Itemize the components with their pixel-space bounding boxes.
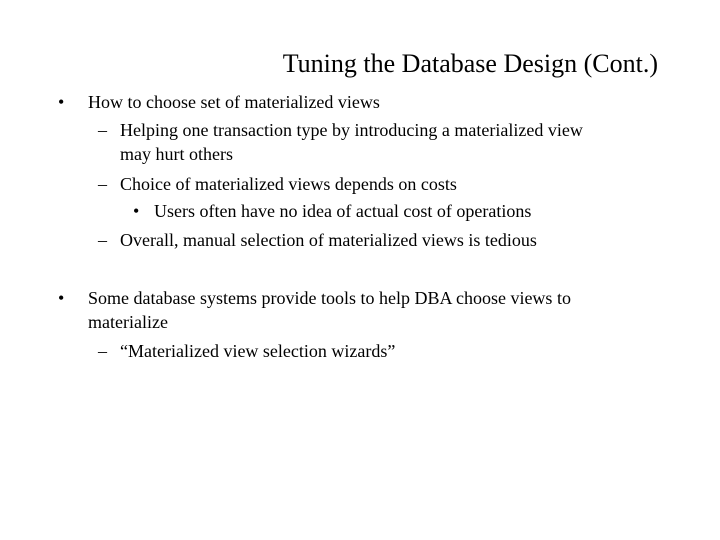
bullet-1-text: How to choose set of materialized views — [88, 92, 380, 112]
bullet-2-sub-1-line-1: “Materialized view selection wizards” — [120, 341, 396, 361]
dash-marker: – — [98, 120, 107, 140]
bullet-2-line-1: Some database systems provide tools to help DBA choose views to — [88, 288, 571, 308]
bullet-1-sub-2-line-1: Choice of materialized views depends on costs — [120, 174, 457, 194]
bullet-marker: • — [133, 201, 140, 221]
bullet-marker: • — [58, 92, 65, 112]
bullet-1-sub-3-line-1: Overall, manual selection of materialized views is tedious — [120, 230, 537, 250]
bullet-marker: • — [58, 288, 65, 308]
dash-marker: – — [98, 341, 107, 361]
bullet-1-sub-1-line-2: may hurt others — [120, 144, 233, 164]
dash-marker: – — [98, 230, 107, 250]
dash-marker: – — [98, 174, 107, 194]
slide-title: Tuning the Database Design (Cont.) — [282, 49, 658, 78]
bullet-1-sub-2-sub-1: Users often have no idea of actual cost of operations — [154, 201, 532, 221]
bullet-1-sub-1-line-1: Helping one transaction type by introducing a materialized view — [120, 120, 583, 140]
bullet-2-line-2: materialize — [88, 312, 168, 332]
